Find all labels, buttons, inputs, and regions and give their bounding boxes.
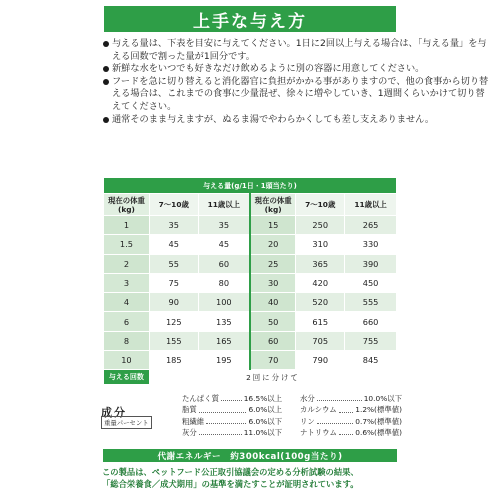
weight-cell: 15 bbox=[250, 216, 296, 235]
composition-list-right bbox=[300, 393, 402, 438]
composition-row bbox=[182, 393, 282, 404]
weight-cell: 50 bbox=[250, 312, 296, 331]
composition-row bbox=[182, 427, 282, 438]
amount-cell: 755 bbox=[345, 331, 397, 350]
amount-cell: 660 bbox=[345, 312, 397, 331]
weight-cell: 1.5 bbox=[104, 235, 150, 254]
composition-row bbox=[300, 416, 402, 427]
weight-cell: 10 bbox=[104, 351, 150, 370]
nutrient-name: 水分 bbox=[300, 394, 315, 403]
amount-cell: 365 bbox=[296, 254, 345, 273]
weight-cell: 40 bbox=[250, 293, 296, 312]
table-row bbox=[104, 216, 397, 235]
table-row bbox=[104, 331, 397, 350]
amount-cell: 845 bbox=[345, 351, 397, 370]
weight-cell: 30 bbox=[250, 273, 296, 292]
amount-cell: 330 bbox=[345, 235, 397, 254]
column-header: 現在の体重 (kg) bbox=[104, 194, 150, 216]
amount-cell: 45 bbox=[198, 235, 250, 254]
note-item: フードを急に切り替えると消化器官に負担がかかる事がありますので、他の食事から切り替える場合は、これまでの食事に少量混ぜ、徐々に増やしていき、1週間くらいかけて切り替えてください。 bbox=[102, 76, 492, 114]
amount-cell: 250 bbox=[296, 216, 345, 235]
composition-row bbox=[300, 404, 402, 415]
weight-cell: 60 bbox=[250, 331, 296, 350]
column-header: 現在の体重 (kg) bbox=[250, 194, 296, 216]
amount-cell: 90 bbox=[149, 293, 198, 312]
amount-cell: 185 bbox=[149, 351, 198, 370]
column-header: 11歳以上 bbox=[345, 194, 397, 216]
amount-cell: 390 bbox=[345, 254, 397, 273]
weight-cell: 8 bbox=[104, 331, 150, 350]
amount-cell: 310 bbox=[296, 235, 345, 254]
weight-cell: 20 bbox=[250, 235, 296, 254]
amount-cell: 35 bbox=[149, 216, 198, 235]
nutrient-value: 11.0%以下 bbox=[243, 427, 282, 437]
nutrient-name: たんぱく質 bbox=[182, 394, 219, 403]
nutrient-name: ナトリウム bbox=[300, 427, 337, 437]
table-caption: 与える量(g/1日・1頭当たり) bbox=[104, 178, 397, 194]
nutrient-value: 10.0%以下 bbox=[363, 394, 402, 403]
table-row bbox=[104, 312, 397, 331]
amount-cell: 125 bbox=[149, 312, 198, 331]
note-item: 通常そのまま与えますが、ぬるま湯でやわらかくしても差し支えありません。 bbox=[102, 114, 492, 127]
table-row bbox=[104, 351, 397, 370]
column-header: 7〜10歳 bbox=[149, 194, 198, 216]
column-header: 11歳以上 bbox=[198, 194, 250, 216]
certification-line: この製品は、ペットフード公正取引協議会の定める分析試験の結果、 bbox=[102, 467, 359, 477]
amount-cell: 790 bbox=[296, 351, 345, 370]
composition-row bbox=[300, 393, 402, 404]
amount-cell: 155 bbox=[149, 331, 198, 350]
weight-cell: 6 bbox=[104, 312, 150, 331]
table-row bbox=[104, 235, 397, 254]
amount-cell: 450 bbox=[345, 273, 397, 292]
weight-cell: 3 bbox=[104, 273, 150, 292]
nutrient-value: 1.2%(標準値) bbox=[355, 405, 402, 415]
metabolic-energy-bar: 代謝エネルギー 約300kcal(100g当たり) bbox=[103, 449, 397, 462]
amount-cell: 75 bbox=[149, 273, 198, 292]
amount-cell: 555 bbox=[345, 293, 397, 312]
column-header: 7〜10歳 bbox=[296, 194, 345, 216]
nutrient-name: カルシウム bbox=[300, 405, 337, 415]
page-title: 上手な与え方 bbox=[104, 6, 396, 32]
amount-cell: 80 bbox=[198, 273, 250, 292]
nutrient-value: 6.0%以下 bbox=[248, 416, 282, 426]
composition-list-left bbox=[182, 393, 282, 438]
table-row bbox=[104, 293, 397, 312]
certification-line: 「総合栄養食／成犬期用」の基準を満たすことが証明されています。 bbox=[102, 478, 359, 489]
weight-cell: 70 bbox=[250, 351, 296, 370]
composition-row bbox=[182, 404, 282, 415]
table-row bbox=[104, 254, 397, 273]
amount-cell: 45 bbox=[149, 235, 198, 254]
amount-cell: 420 bbox=[296, 273, 345, 292]
feeding-notes bbox=[102, 38, 492, 126]
note-item: 新鮮な水をいつでも好きなだけ飲めるように別の容器に用意してください。 bbox=[102, 63, 492, 76]
weight-cell: 25 bbox=[250, 254, 296, 273]
nutrient-name: 脂質 bbox=[182, 405, 197, 415]
amount-cell: 35 bbox=[198, 216, 250, 235]
certification-text bbox=[102, 467, 402, 490]
nutrient-name: リン bbox=[300, 416, 315, 426]
table-row bbox=[104, 273, 397, 292]
weight-cell: 2 bbox=[104, 254, 150, 273]
amount-cell: 615 bbox=[296, 312, 345, 331]
amount-cell: 520 bbox=[296, 293, 345, 312]
composition-row bbox=[182, 416, 282, 427]
amount-cell: 705 bbox=[296, 331, 345, 350]
amount-cell: 100 bbox=[198, 293, 250, 312]
feeding-frequency-label: 与える回数 bbox=[104, 370, 150, 385]
nutrient-value: 6.0%以上 bbox=[248, 405, 282, 415]
nutrient-name: 灰分 bbox=[182, 427, 197, 437]
amount-cell: 165 bbox=[198, 331, 250, 350]
composition-row bbox=[300, 427, 402, 438]
amount-cell: 195 bbox=[198, 351, 250, 370]
composition-subtitle: 重量パーセント bbox=[101, 416, 152, 429]
note-item: 与える量は、下表を目安に与えてください。1日に2回以上与える場合は、「与える量」を与える回数で割った量が1回分です。 bbox=[102, 38, 492, 63]
weight-cell: 1 bbox=[104, 216, 150, 235]
amount-cell: 60 bbox=[198, 254, 250, 273]
nutrient-value: 0.7%(標準値) bbox=[355, 416, 402, 426]
nutrient-value: 0.6%(標準値) bbox=[355, 427, 402, 437]
amount-cell: 55 bbox=[149, 254, 198, 273]
feeding-amount-table bbox=[103, 177, 397, 385]
amount-cell: 135 bbox=[198, 312, 250, 331]
feeding-frequency-value: 2回に分けて bbox=[149, 370, 396, 385]
composition-title: 成分 bbox=[101, 406, 127, 419]
weight-cell: 4 bbox=[104, 293, 150, 312]
amount-cell: 265 bbox=[345, 216, 397, 235]
nutrient-name: 粗繊維 bbox=[182, 416, 205, 426]
nutrient-value: 16.5%以上 bbox=[243, 394, 282, 403]
